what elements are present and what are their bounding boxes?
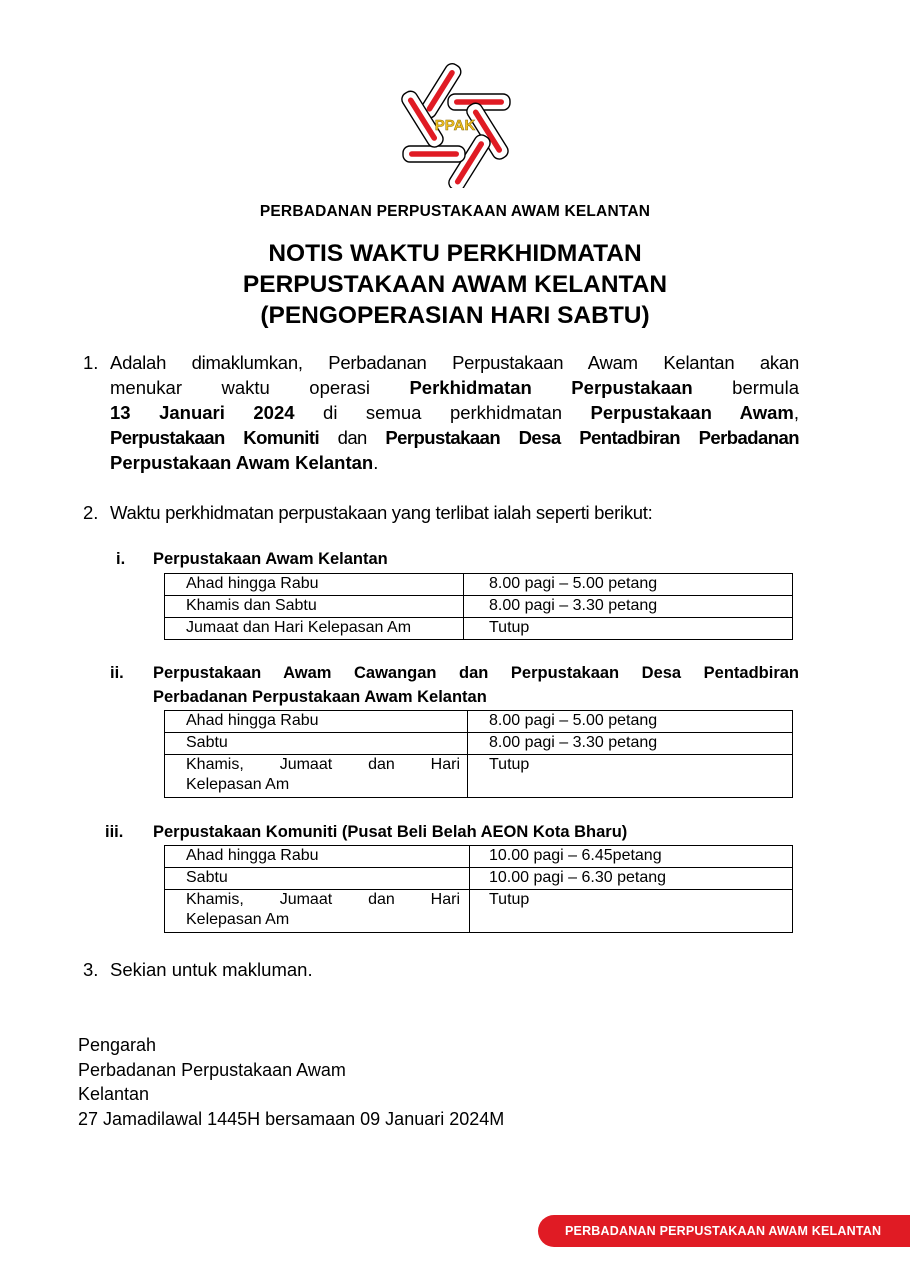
- day-cell: [165, 755, 468, 798]
- section-1-title: Perpustakaan Awam Kelantan: [153, 550, 388, 568]
- day-cell: Sabtu: [165, 868, 470, 890]
- item-1-bold-segment: Perkhidmatan Perpustakaan: [409, 377, 693, 398]
- table-row: [165, 755, 793, 798]
- effective-date: 13 Januari 2024: [110, 402, 295, 423]
- table-row: [165, 846, 793, 868]
- item-3-number: 3.: [83, 959, 99, 980]
- item-1-text-segment: dan: [319, 427, 386, 448]
- item-1-text-segment: di semua perkhidmatan: [294, 402, 591, 423]
- item-1-text: [110, 350, 799, 475]
- item-1-text-segment: .: [373, 452, 379, 473]
- hours-cell: 10.00 pagi – 6.30 petang: [470, 868, 793, 890]
- table-row: [165, 596, 793, 618]
- notice-date: 27 Jamadilawal 1445H bersamaan 09 Januari 2024M: [78, 1108, 505, 1129]
- day-cell: Ahad hingga Rabu: [165, 574, 464, 596]
- table-row: [165, 711, 793, 733]
- hours-cell: Tutup: [464, 618, 793, 640]
- item-2-number: 2.: [83, 502, 99, 523]
- ppak-logo-graphic: [395, 62, 515, 188]
- item-1-line-1: Adalah dimaklumkan, Perbadanan Perpustakaan Awam Kelantan akan: [110, 352, 799, 373]
- section-2-schedule-table: [164, 710, 793, 798]
- signatory-organization: Perbadanan Perpustakaan Awam: [78, 1059, 346, 1080]
- title-line-3: (PENGOPERASIAN HARI SABTU): [260, 302, 650, 329]
- footer-text: PERBADANAN PERPUSTAKAAN AWAM KELANTAN: [565, 1224, 882, 1238]
- title-line-1: NOTIS WAKTU PERKHIDMATAN: [268, 240, 642, 267]
- table-row: [165, 618, 793, 640]
- section-2-title-line-1: Perpustakaan Awam Cawangan dan Perpustakaan Desa Pentadbiran: [153, 664, 799, 682]
- day-cell: Sabtu: [165, 733, 468, 755]
- day-cell-line-1: Khamis, Jumaat dan Hari: [186, 756, 460, 773]
- hours-cell: 8.00 pagi – 5.00 petang: [464, 574, 793, 596]
- section-3-label: iii.: [105, 823, 124, 841]
- day-cell-line-2: Kelepasan Am: [186, 911, 290, 928]
- item-1-line-2: [110, 375, 799, 400]
- item-1-text-segment: bermula: [692, 377, 799, 398]
- table-row: [165, 574, 793, 596]
- item-1-text-segment: menukar waktu operasi: [110, 377, 410, 398]
- table-row: [165, 733, 793, 755]
- title-line-2: PERPUSTAKAAN AWAM KELANTAN: [242, 271, 668, 298]
- day-cell: Khamis dan Sabtu: [165, 596, 464, 618]
- hours-cell: 8.00 pagi – 3.30 petang: [468, 733, 793, 755]
- section-3-title: Perpustakaan Komuniti (Pusat Beli Belah AEON Kota Bharu): [153, 823, 628, 841]
- item-1-line-5: [110, 450, 799, 475]
- section-2-label: ii.: [110, 664, 124, 682]
- hours-cell: Tutup: [468, 755, 793, 798]
- table-row: [165, 890, 793, 933]
- day-cell-line-2: Kelepasan Am: [186, 776, 290, 793]
- day-cell-line-1: Khamis, Jumaat dan Hari: [186, 891, 460, 908]
- item-1-text-segment: ,: [793, 402, 799, 423]
- day-cell: Jumaat dan Hari Kelepasan Am: [165, 618, 464, 640]
- item-3-text: Sekian untuk makluman.: [110, 959, 313, 980]
- table-row: [165, 868, 793, 890]
- hours-cell: Tutup: [470, 890, 793, 933]
- hours-cell: 10.00 pagi – 6.45petang: [470, 846, 793, 868]
- item-1-bold-segment: Perpustakaan Desa Pentadbiran Perbadanan: [385, 427, 799, 448]
- hours-cell: 8.00 pagi – 5.00 petang: [468, 711, 793, 733]
- organization-heading: PERBADANAN PERPUSTAKAAN AWAM KELANTAN: [259, 203, 651, 220]
- item-2-text: Waktu perkhidmatan perpustakaan yang terlibat ialah seperti berikut:: [110, 502, 653, 523]
- signature-block: [78, 1033, 504, 1131]
- item-1-bold-segment: Perpustakaan Komuniti: [110, 427, 320, 448]
- day-cell: Ahad hingga Rabu: [165, 711, 468, 733]
- ppak-logo: [395, 62, 515, 188]
- item-1-bold-segment: Perpustakaan Awam Kelantan: [110, 452, 374, 473]
- signatory-state: Kelantan: [78, 1084, 150, 1104]
- signatory-title: Pengarah: [78, 1035, 157, 1055]
- logo-text: PPAK: [434, 117, 476, 134]
- day-cell: [165, 890, 470, 933]
- day-cell: Ahad hingga Rabu: [165, 846, 470, 868]
- hours-cell: 8.00 pagi – 3.30 petang: [464, 596, 793, 618]
- item-1-line-4: [110, 425, 799, 450]
- item-1-line-3: [110, 400, 799, 425]
- item-1-bold-segment: Perpustakaan Awam: [590, 402, 794, 423]
- section-1-label: i.: [116, 550, 126, 568]
- item-1-number: 1.: [83, 352, 99, 373]
- notice-title: [0, 238, 910, 331]
- section-3-schedule-table: [164, 845, 793, 933]
- section-2-title-line-2: Perbadanan Perpustakaan Awam Kelantan: [153, 688, 487, 706]
- section-1-schedule-table: [164, 573, 793, 640]
